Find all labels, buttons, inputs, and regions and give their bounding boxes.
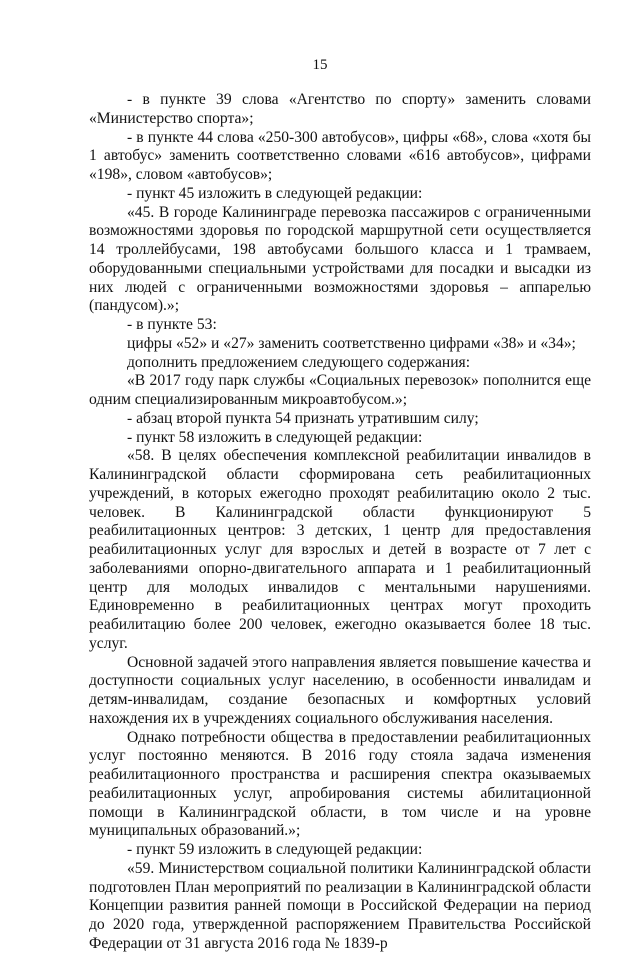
paragraph-item-53-addition: дополнить предложением следующего содержания:: [127, 353, 471, 371]
paragraph-item-45-intro: - пункт 45 изложить в следующей редакции:: [127, 184, 423, 202]
page-number: 15: [312, 57, 328, 73]
paragraph-item-53-intro: - в пункте 53:: [127, 316, 217, 333]
paragraph-item-39-amendment: - в пункте 39 слова «Агентство по спорту» заменить словами «Министерство спорта»;: [89, 91, 591, 127]
paragraph-item-45-text: «45. В городе Калининграде перевозка пассажиров с ограниченными возможностями здоровья по городской маршрутной сети осуществляется 14 троллейбусами, 198 автобусами большого класса и 1 трамваем, оборудованными специальными устройствами для посадки и высадки из них людей с ограниченными возможностями здоровья – аппарелью (пандусом).»;: [89, 203, 591, 315]
paragraph-item-53-digits: цифры «52» и «27» заменить соответственно цифрами «38» и «34»;: [127, 334, 576, 352]
paragraph-item-58-objective: Основной задачей этого направления является повышение качества и доступности социальных услуг населению, в особенности инвалидам и детям-инвалидам, создание безопасных и комфортных условий нахождения их в учреждениях социального обслуживания населения.: [89, 653, 591, 727]
paragraph-item-59-text: «59. Министерством социальной политики Калининградской области подготовлен План мероприятий по реализации в Калининградской области Концепции развития ранней помощи в Российской Федерации на период до 2020 года, утвержденной распоряжением Правительства Российской Федерации от 31 августа 2016 года № 1839-р: [89, 859, 591, 952]
paragraph-item-53-quote: «В 2017 году парк службы «Социальных перевозок» пополнится еще одним специализированным микроавтобусом.»;: [89, 372, 591, 408]
paragraph-item-58-needs: Однако потребности общества в предоставлении реабилитационных услуг постоянно меняются. В 2016 году стояла задача изменения реабилитационного пространства и расширения спектра оказываемых реабилитационных услуг, апробирования системы абилитационной помощи в Калининградской области, в том числе и на уровне муниципальных образований.»;: [89, 728, 591, 840]
document-body: [89, 91, 591, 954]
paragraph-item-58-intro: - пункт 58 изложить в следующей редакции:: [127, 428, 423, 446]
paragraph-item-54-repeal: - абзац второй пункта 54 признать утратившим силу;: [127, 409, 479, 427]
paragraph-item-58-text: «58. В целях обеспечения комплексной реабилитации инвалидов в Калининградской области сформирована сеть реабилитационных учреждений, в которых ежегодно проходят реабилитацию около 2 тыс. человек. В Калининградской области функционируют 5 реабилитационных центров: 3 детских, 1 центр для предоставления реабилитационных услуг для взрослых и детей в возрасте от 7 лет с заболеваниями опорно-двигательного аппарата и 1 реабилитационный центр для молодых инвалидов с ментальными нарушениями. Единовременно в реабилитационных центрах могут проходить реабилитацию более 200 человек, ежегодно оказывается более 18 тыс. услуг.: [89, 447, 591, 652]
paragraph-item-44-amendment: - в пункте 44 слова «250-300 автобусов», цифры «68», слова «хотя бы 1 автобус» заменить соответственно словами «616 автобусов», цифрами «198», словом «автобусов»;: [89, 128, 591, 183]
paragraph-item-59-intro: - пункт 59 изложить в следующей редакции:: [127, 841, 423, 858]
